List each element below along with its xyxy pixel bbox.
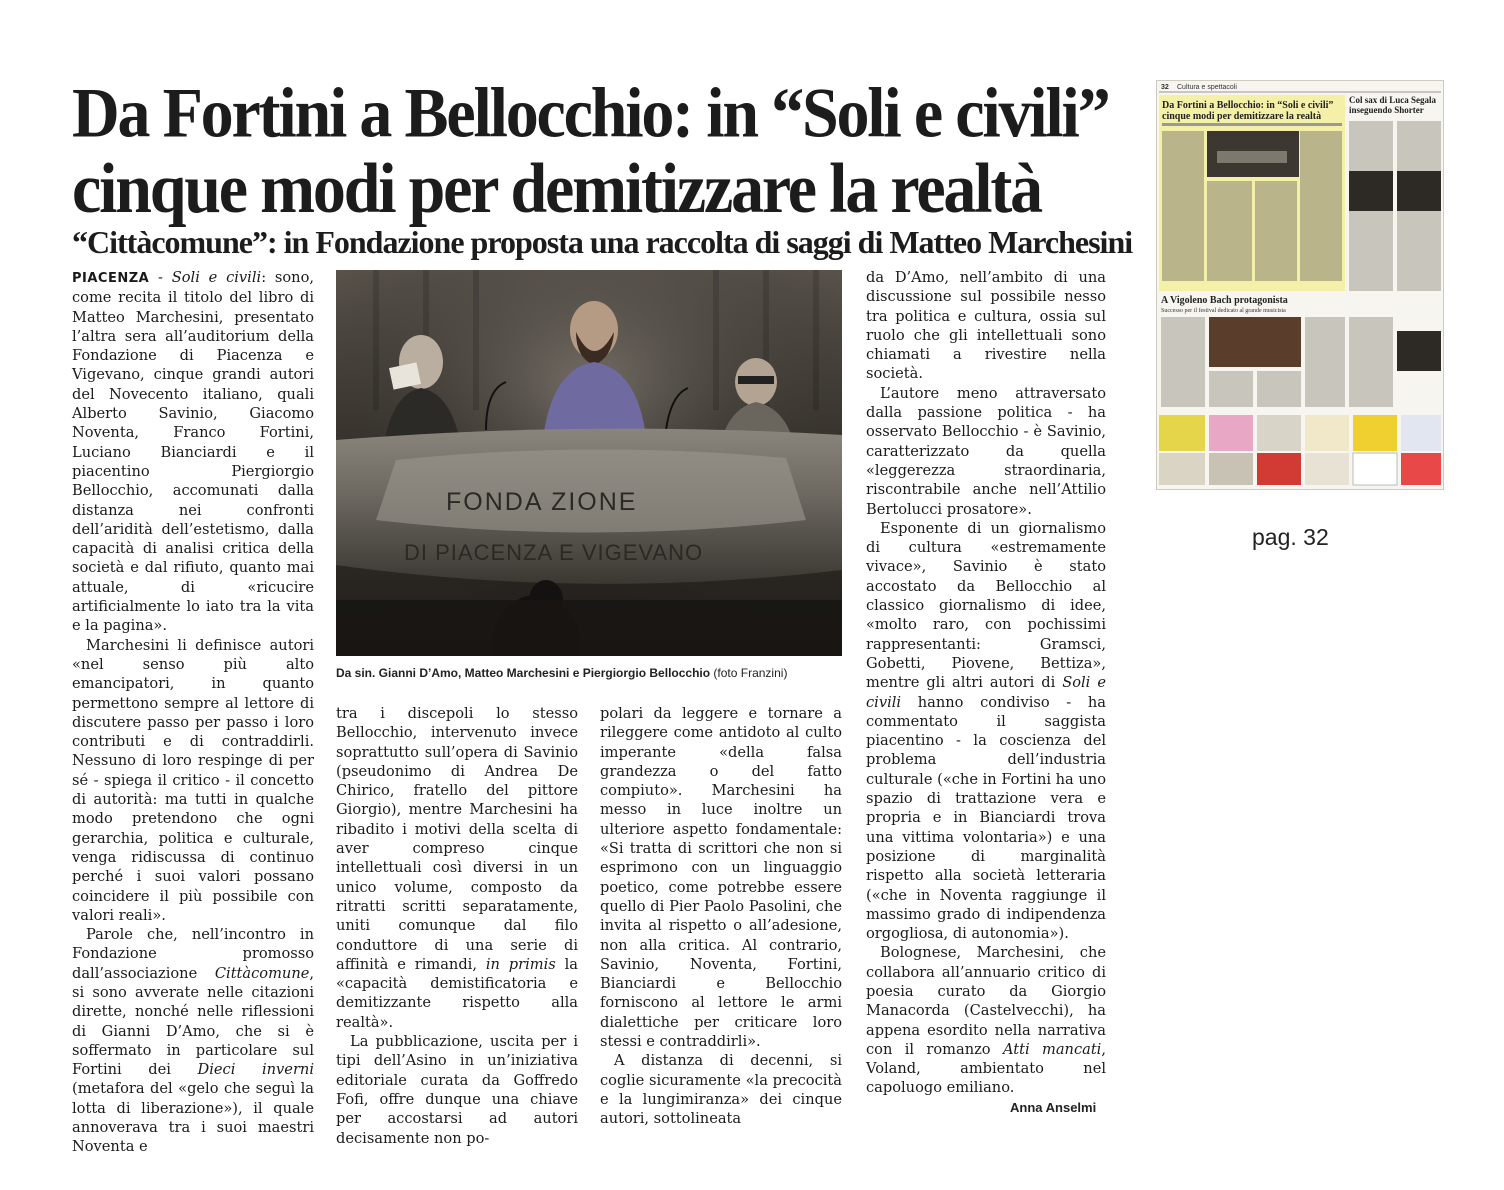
- article-column-1: [72, 268, 314, 1157]
- thumb-section: Cultura e spettacoli: [1177, 84, 1237, 91]
- paragraph: [336, 704, 578, 1032]
- book-title: Soli e civili: [866, 674, 1106, 711]
- dateline: PIACENZA: [72, 271, 150, 286]
- paragraph: polari da leggere e tornare a rileggere come antidoto al culto imperante «della falsa grandezza o del fatto compiuto». Marchesini ha messo in luce inoltre un ulteriore aspetto fondamentale: «Si tratta di scrittori che non si esprimono con un linguaggio poetico, come potrebbe essere quello di Pier Paolo Pasolini, che invita al rispetto o all’adesione, non alla critica. Al contrario, Savinio, Noventa, Fortini, Bianciardi e Bellocchio forniscono al lettore le armi dialettiche per criticare loro stessi e contraddirli».: [600, 705, 842, 1051]
- thumb-headline-2: cinque modi per demitizzare la realtà: [1162, 111, 1322, 122]
- text-run: : sono, come recita il titolo del libro di Matteo Marchesini, presentato l’altra sera all’auditorium della Fondazione di Piacenza e Vigevano, cinque grandi autori del Novecento italiano, quali Alberto Savinio, Giacomo Noventa, Franco Fortini, Luciano Bianciardi e il piacentino Piergiorgio Bellocchio, accomunati dalla distanza nei confronti dell’aridità dell’estetismo, dalla capacità di analisi critica della società e dal rifiuto, quanto mai attuale, di «ricucire artificialmente lo iato tra la vita e la pagina».: [72, 269, 314, 635]
- article-headline: [72, 73, 1132, 229]
- thumb-headline-1: Da Fortini a Bellocchio: in “Soli e civili”: [1162, 100, 1334, 111]
- photo-illustration: [336, 270, 842, 656]
- caption-credit: (foto Franzini): [710, 666, 788, 680]
- headline-line-2: cinque modi per demitizzare la realtà: [72, 149, 1041, 229]
- book-title: Atti mancati: [1002, 1040, 1102, 1058]
- author-byline: Anna Anselmi: [1010, 1100, 1097, 1115]
- article-photo: [336, 270, 842, 656]
- paragraph: da D’Amo, nell’ambito di una discussione sul possibile nesso tra politica e cultura, ossia sul ruolo che gli intellettuali sono chiamati a rivestire nella società.: [866, 269, 1106, 383]
- text-run: , Voland, ambientato nel capoluogo emiliano.: [866, 1040, 1106, 1097]
- paragraph: [866, 943, 1106, 1097]
- photo-caption: [336, 666, 856, 680]
- caption-names: Da sin. Gianni D’Amo, Matteo Marchesini e Piergiorgio Bellocchio: [336, 666, 711, 680]
- association-name: Cittàcomune: [214, 964, 310, 982]
- article-column-4: [866, 268, 1106, 1098]
- paragraph: [866, 519, 1106, 944]
- latin-phrase: in primis: [485, 955, 556, 973]
- thumb-side-headline-1: Col sax di Luca Segala: [1349, 95, 1437, 105]
- paragraph: Marchesini li definisce autori «nel senso più alto emancipatori, in quanto permettono sempre al lettore di discutere passo per passo i loro contributi e di contraddirli. Nessuno di loro respinge di per sé - spiega il critico - il concetto di autorità: ma tutti in qualche modo pretendono che ogni gerarchia, politica e culturale, venga ridiscussa di continuo perché i suoi valori possano coincidere il più possibile con valori reali».: [72, 636, 314, 924]
- headline-line-1: Da Fortini a Bellocchio: in “Soli e civili”: [72, 73, 1109, 153]
- book-title: Dieci inverni: [197, 1061, 314, 1079]
- thumb-page-number: 32: [1161, 84, 1169, 91]
- thumb-lower-sub: Successo per il festival dedicato al grande musicista: [1161, 308, 1286, 314]
- text-run: Parole che, nell’incontro in Fondazione promosso dall’associazione: [72, 926, 314, 982]
- text-run: Bolognese, Marchesini, che collabora all’annuario critico di poesia curato da Giorgio Manacorda (Castelvecchi), ha appena esordito nella narrativa con il romanzo: [866, 944, 1106, 1058]
- text-run: (metafora del «gelo che seguì la lotta di liberazione»), il quale annoverava tra i suoi maestri Noventa e: [72, 1080, 314, 1156]
- photo-sign-line-1: FONDA ZIONE: [446, 488, 638, 516]
- page-number-label: pag. 32: [1252, 524, 1329, 550]
- paragraph: La pubblicazione, uscita per i tipi dell’Asino in un’iniziativa editoriale curata da Goffredo Fofi, offre dunque una chiave per accostarsi ad autori decisamente non po-: [336, 1033, 578, 1147]
- paragraph: [72, 925, 314, 1157]
- text-run: , si sono avverate nelle citazioni dirette, nonché nelle riflessioni di Gianni D’Amo, che si è soffermato in particolare sul Fortini dei: [72, 964, 314, 1079]
- book-title: Soli e civili: [171, 269, 262, 286]
- paragraph: L’autore meno attraversato dalla passione politica - ha osservato Bellocchio - è Savinio, caratterizzato da quella «leggerezza straordinaria, riscontrabile anche nell’Attilio Bertolucci prosatore».: [866, 384, 1106, 518]
- thumbnail-illustration: [1157, 81, 1443, 489]
- paragraph: [72, 268, 314, 636]
- text-run: -: [149, 269, 172, 286]
- page-thumbnail[interactable]: [1156, 80, 1444, 490]
- article-column-3: [600, 704, 842, 1129]
- text-run: hanno condiviso - ha commentato il saggista piacentino - la coscienza del problema dell’industria culturale («che in Fortini ha uno spazio di trattazione vera e propria e in Bianciardi trova una vittima volontaria») e una posizione di marginalità rispetto alla società letteraria («che in Noventa raggiunge il massimo grado di indipendenza orgogliosa, di autonomia»).: [866, 693, 1106, 943]
- thumb-lower-headline: A Vigoleno Bach protagonista: [1161, 295, 1288, 306]
- text-run: Esponente di un giornalismo di cultura «estremamente vivace», Savinio è stato accostato da Bellocchio al classico giornalismo di idee, «molto raro, con pochissimi rappresentanti: Gramsci, Gobetti, Piovene, Bettiza», mentre gli altri autori di: [866, 519, 1106, 692]
- thumb-side-headline-2: inseguendo Shorter: [1349, 105, 1424, 115]
- text-run: tra i discepoli lo stesso Bellocchio, intervenuto invece soprattutto sull’opera di Savinio (pseudonimo di Andrea De Chirico, fratello del pittore Giorgio), mentre Marchesini ha ribadito i motivi della scelta di aver compreso cinque intellettuali così diversi in un unico volume, composto da ritratti scritti separatamente, uniti comunque dal filo conduttore di una serie di affinità e rimandi,: [336, 705, 578, 973]
- article-column-2: [336, 704, 578, 1148]
- paragraph: A distanza di decenni, si coglie sicuramente «la precocità e la lungimiranza» dei cinque autori, sottolineata: [600, 1052, 842, 1128]
- article-subheadline: “Cittàcomune”: in Fondazione proposta una raccolta di saggi di Matteo Marchesini: [72, 224, 1133, 260]
- photo-sign-line-2: DI PIACENZA E VIGEVANO: [404, 540, 704, 565]
- text-run: la «capacità demistificatoria e demitizzante rispetto alla realtà».: [336, 955, 579, 1031]
